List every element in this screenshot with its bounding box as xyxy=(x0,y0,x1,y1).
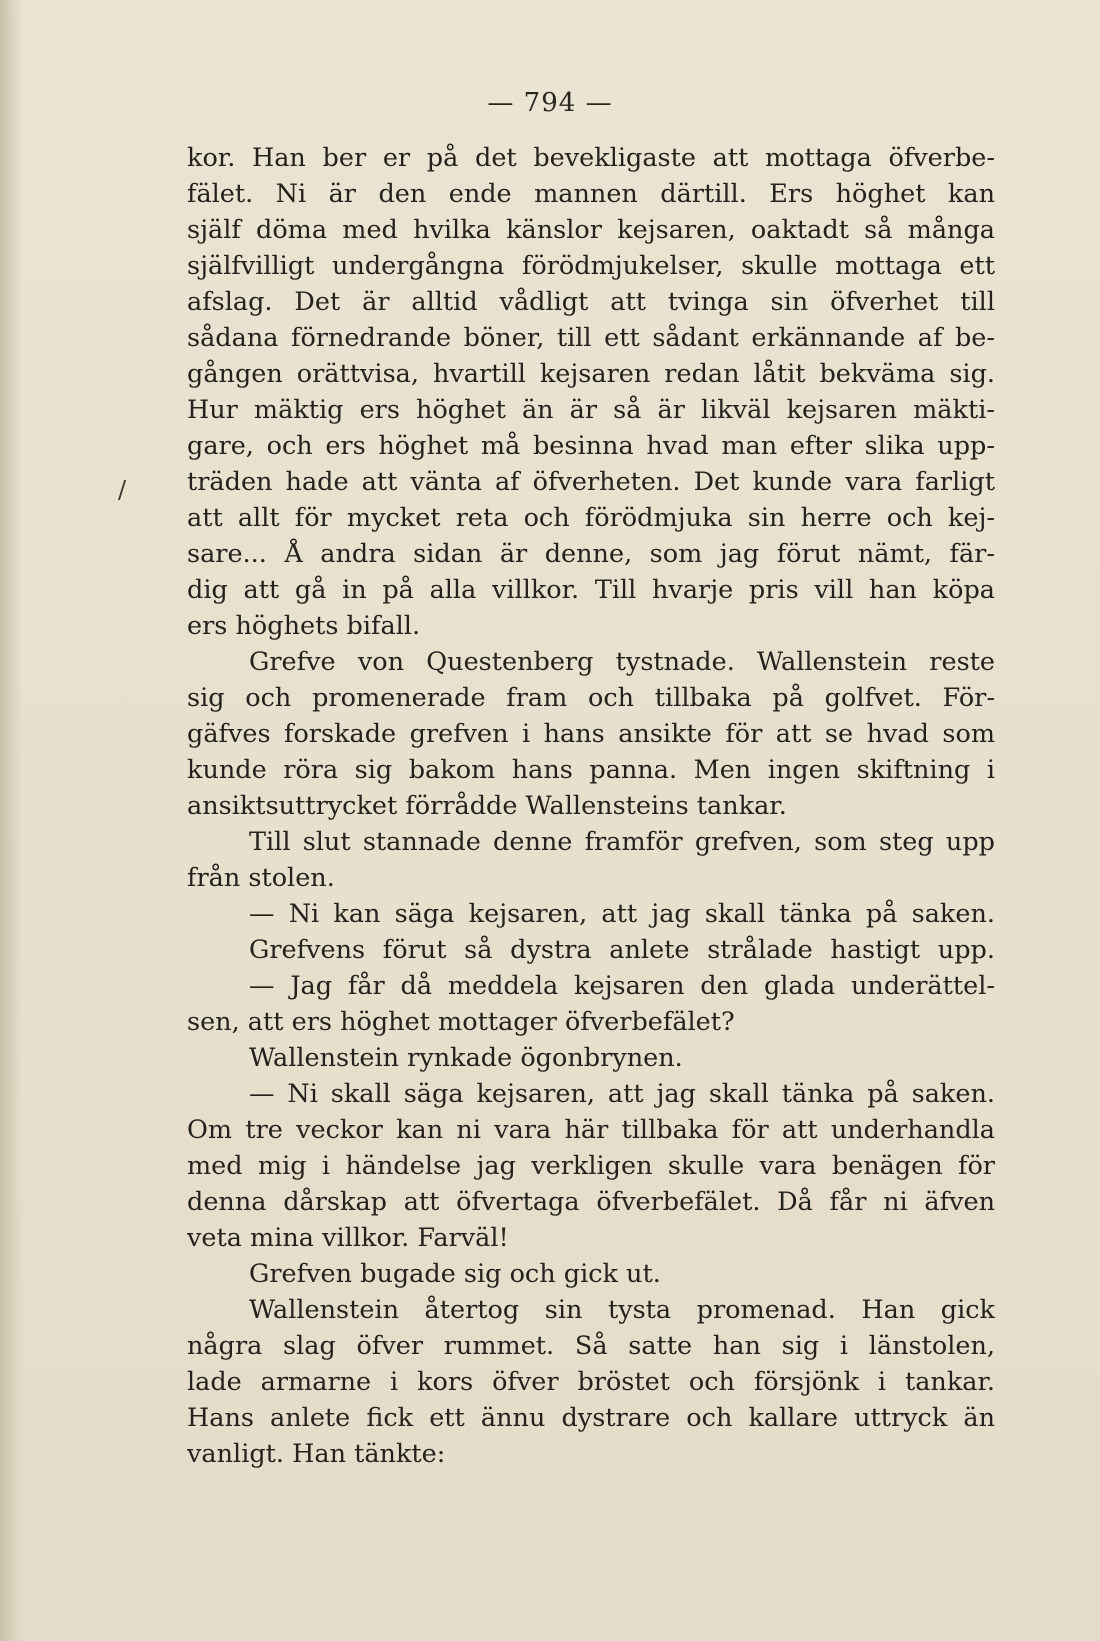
text-line: dig att gå in på alla villkor. Till hvarje pris vill han köpa xyxy=(187,575,995,605)
page-number: — 794 — xyxy=(487,88,613,118)
text-line: gare, och ers höghet må besinna hvad man efter slika upp- xyxy=(187,431,995,461)
text-line: Grefven bugade sig och gick ut. xyxy=(249,1259,661,1289)
text-line: sig och promenerade fram och tillbaka på golfvet. För- xyxy=(187,683,995,713)
text-line: själfvilligt undergångna förödmjukelser, skulle mottaga ett xyxy=(187,251,995,281)
text-line: från stolen. xyxy=(187,863,335,893)
text-line: — Ni skall säga kejsaren, att jag skall tänka på saken. xyxy=(249,1079,995,1109)
text-line: med mig i händelse jag verkligen skulle vara benägen för xyxy=(187,1151,995,1181)
text-line: vanligt. Han tänkte: xyxy=(187,1439,446,1469)
text-line: ers höghets bifall. xyxy=(187,611,421,641)
text-line: sen, att ers höghet mottager öfverbefälet? xyxy=(187,1007,735,1037)
text-line: några slag öfver rummet. Så satte han sig i länstolen, xyxy=(187,1331,995,1361)
text-line: Wallenstein rynkade ögonbrynen. xyxy=(249,1043,683,1073)
text-line: veta mina villkor. Farväl! xyxy=(187,1223,509,1253)
text-line: att allt för mycket reta och förödmjuka sin herre och kej- xyxy=(187,503,995,533)
text-line: Wallenstein återtog sin tysta promenad. Han gick xyxy=(249,1295,995,1325)
text-line: denna dårskap att öfvertaga öfverbefälet. Då får ni äfven xyxy=(187,1187,995,1217)
text-line: Till slut stannade denne framför grefven, som steg upp xyxy=(249,827,995,857)
body-text xyxy=(187,140,995,1472)
gutter-shadow xyxy=(0,0,22,1641)
text-line: kor. Han ber er på det bevekligaste att mottaga öfverbe- xyxy=(187,143,995,173)
text-line: kunde röra sig bakom hans panna. Men ingen skiftning i xyxy=(187,755,995,785)
text-line: — Ni kan säga kejsaren, att jag skall tänka på saken. xyxy=(249,899,995,929)
text-line: gången orättvisa, hvartill kejsaren redan låtit bekväma sig. xyxy=(187,359,995,389)
text-line: gäfves forskade grefven i hans ansikte för att se hvad som xyxy=(187,719,995,749)
text-line: afslag. Det är alltid vådligt att tvinga sin öfverhet till xyxy=(187,287,995,317)
text-line: själf döma med hvilka känslor kejsaren, oaktadt så många xyxy=(187,215,995,245)
text-line: Om tre veckor kan ni vara här tillbaka för att underhandla xyxy=(187,1115,995,1145)
text-line: sådana förnedrande böner, till ett sådant erkännande af be- xyxy=(187,323,995,353)
text-line: lade armarne i kors öfver bröstet och försjönk i tankar. xyxy=(187,1367,995,1397)
text-line: Grefvens förut så dystra anlete strålade hastigt upp. xyxy=(249,935,995,965)
text-line: — Jag får då meddela kejsaren den glada underättel- xyxy=(249,971,995,1001)
text-line: Grefve von Questenberg tystnade. Wallenstein reste xyxy=(249,647,995,677)
text-line: fälet. Ni är den ende mannen därtill. Ers höghet kan xyxy=(187,179,995,209)
text-line: Hans anlete fick ett ännu dystrare och kallare uttryck än xyxy=(187,1403,995,1433)
text-line: träden hade att vänta af öfverheten. Det kunde vara farligt xyxy=(187,467,995,497)
text-line: Hur mäktig ers höghet än är så är likväl kejsaren mäkti- xyxy=(187,395,995,425)
text-line: ansiktsuttrycket förrådde Wallensteins tankar. xyxy=(187,791,787,821)
margin-mark: / xyxy=(118,476,127,504)
text-line: sare... Å andra sidan är denne, som jag förut nämt, fär- xyxy=(187,539,995,569)
